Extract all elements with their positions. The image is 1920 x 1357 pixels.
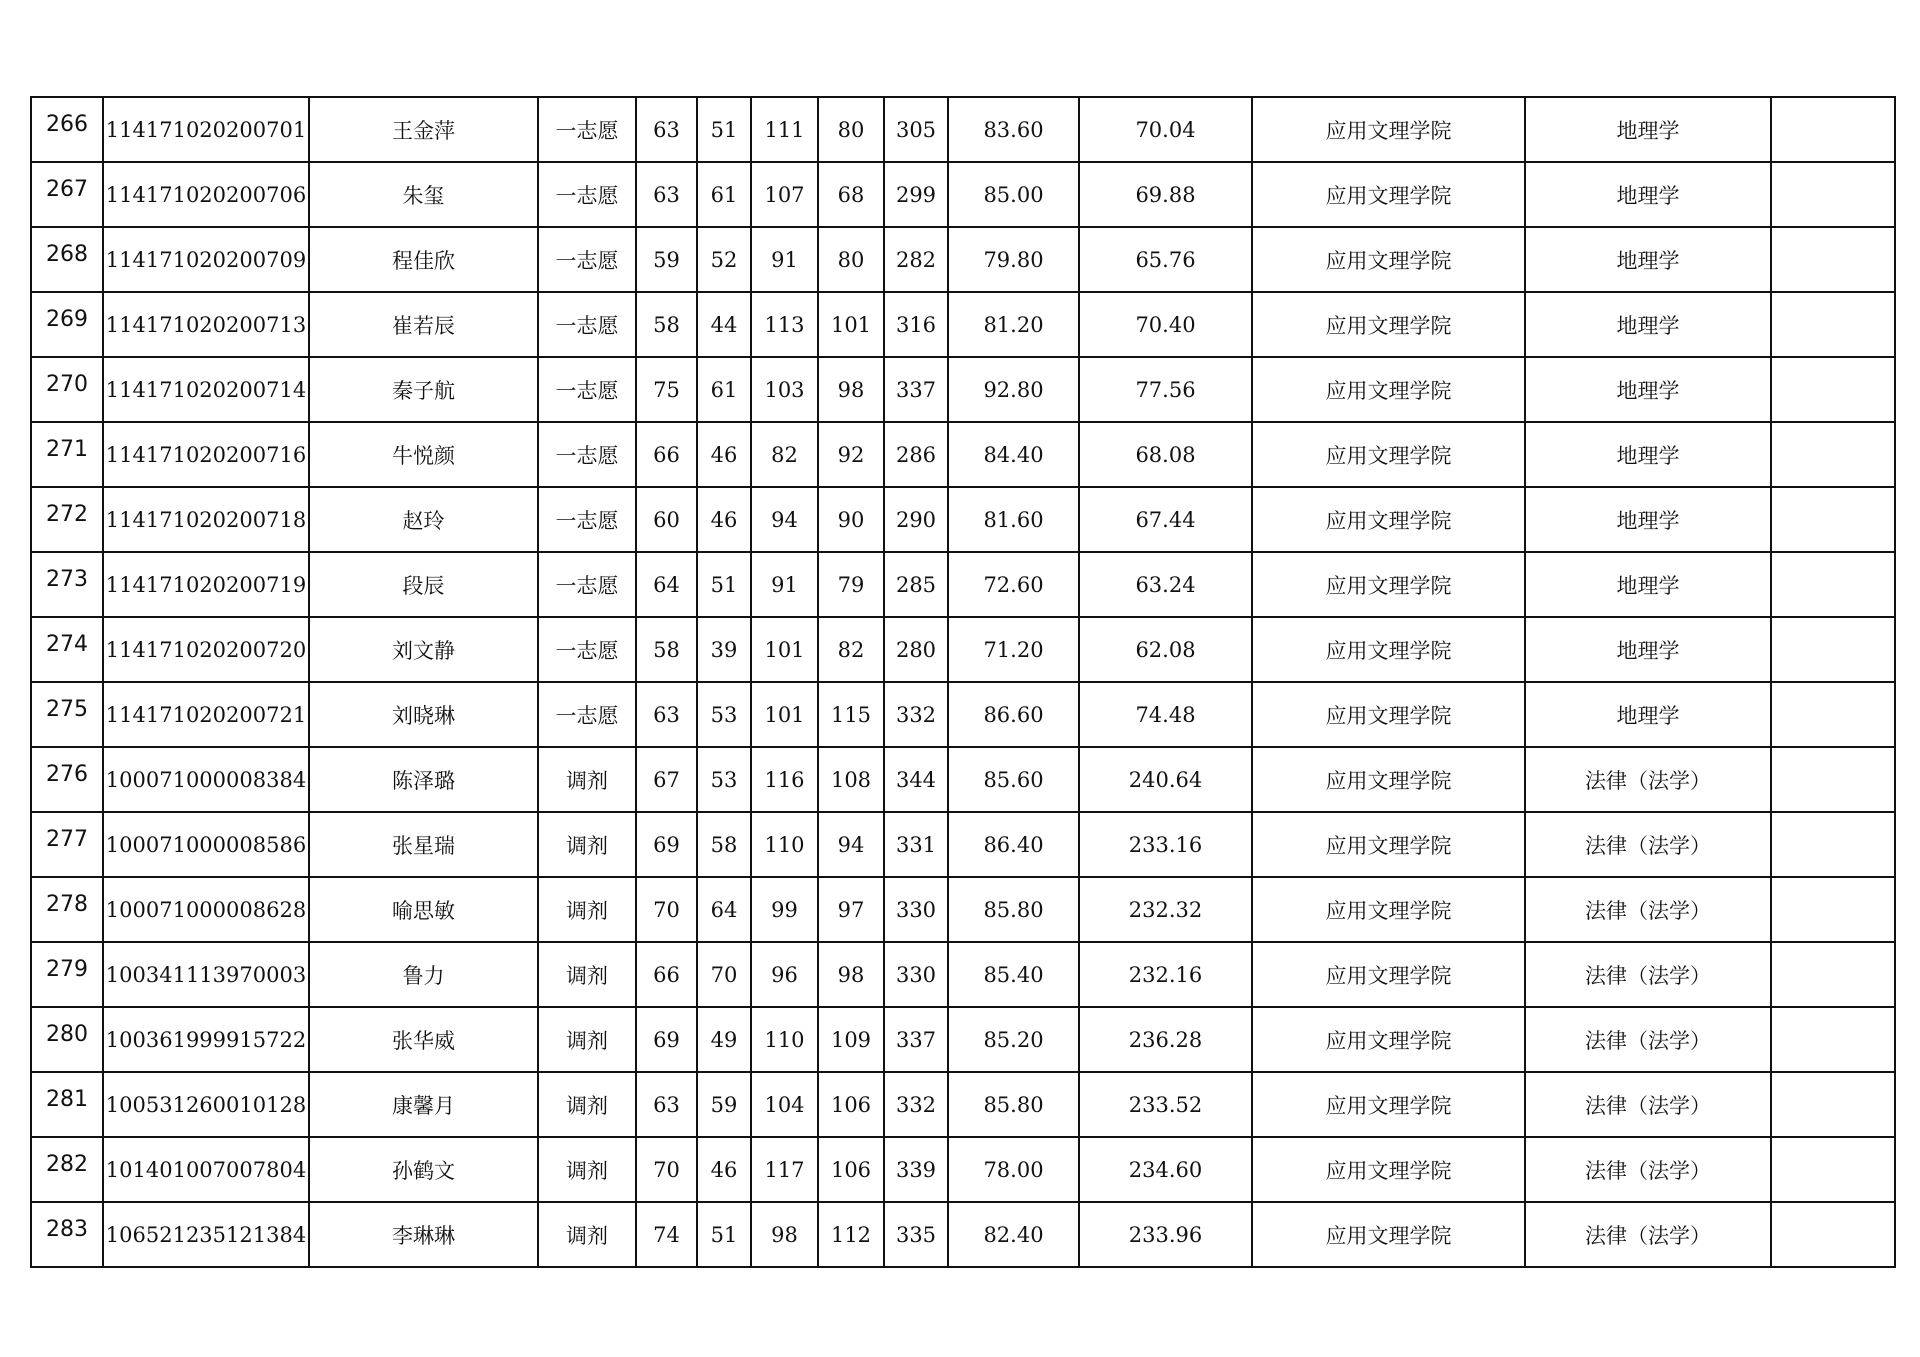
score-politics-cell: 69 xyxy=(636,812,697,877)
name-cell: 牛悦颜 xyxy=(309,422,538,487)
table-body xyxy=(31,97,1895,1267)
score-subject2-cell: 97 xyxy=(818,877,884,942)
name-cell: 赵玲 xyxy=(309,487,538,552)
score-subject2-cell: 106 xyxy=(818,1072,884,1137)
score-english-cell: 46 xyxy=(697,1137,751,1202)
final-score-cell: 233.52 xyxy=(1079,1072,1252,1137)
preference-cell: 调剂 xyxy=(538,747,636,812)
score-subject1-cell: 82 xyxy=(751,422,818,487)
name-cell: 秦子航 xyxy=(309,357,538,422)
exam-id-cell: 100361999915722 xyxy=(103,1007,309,1072)
score-subject2-cell: 68 xyxy=(818,162,884,227)
score-english-cell: 59 xyxy=(697,1072,751,1137)
remark-cell xyxy=(1771,552,1895,617)
total-score-cell: 330 xyxy=(884,877,948,942)
major-cell: 地理学 xyxy=(1525,552,1771,617)
total-score-cell: 285 xyxy=(884,552,948,617)
name-cell: 康馨月 xyxy=(309,1072,538,1137)
college-cell: 应用文理学院 xyxy=(1252,487,1525,552)
score-english-cell: 51 xyxy=(697,97,751,162)
major-cell: 法律（法学） xyxy=(1525,1007,1771,1072)
preference-cell: 一志愿 xyxy=(538,617,636,682)
college-cell: 应用文理学院 xyxy=(1252,747,1525,812)
interview-score-cell: 71.20 xyxy=(948,617,1079,682)
name-cell: 段辰 xyxy=(309,552,538,617)
interview-score-cell: 85.00 xyxy=(948,162,1079,227)
score-subject2-cell: 90 xyxy=(818,487,884,552)
score-subject2-cell: 80 xyxy=(818,227,884,292)
score-subject2-cell: 101 xyxy=(818,292,884,357)
score-subject2-cell: 82 xyxy=(818,617,884,682)
score-subject1-cell: 98 xyxy=(751,1202,818,1267)
score-subject1-cell: 110 xyxy=(751,1007,818,1072)
final-score-cell: 234.60 xyxy=(1079,1137,1252,1202)
college-cell: 应用文理学院 xyxy=(1252,422,1525,487)
name-cell: 程佳欣 xyxy=(309,227,538,292)
exam-id-cell: 114171020200713 xyxy=(103,292,309,357)
table-row xyxy=(31,1202,1895,1267)
table-row xyxy=(31,162,1895,227)
remark-cell xyxy=(1771,422,1895,487)
remark-cell xyxy=(1771,227,1895,292)
admission-table xyxy=(30,96,1896,1268)
score-subject2-cell: 79 xyxy=(818,552,884,617)
exam-id-cell: 114171020200714 xyxy=(103,357,309,422)
remark-cell xyxy=(1771,1007,1895,1072)
major-cell: 地理学 xyxy=(1525,357,1771,422)
remark-cell xyxy=(1771,292,1895,357)
table-row xyxy=(31,97,1895,162)
total-score-cell: 332 xyxy=(884,1072,948,1137)
total-score-cell: 344 xyxy=(884,747,948,812)
total-score-cell: 339 xyxy=(884,1137,948,1202)
preference-cell: 一志愿 xyxy=(538,357,636,422)
college-cell: 应用文理学院 xyxy=(1252,1137,1525,1202)
score-subject1-cell: 94 xyxy=(751,487,818,552)
interview-score-cell: 83.60 xyxy=(948,97,1079,162)
remark-cell xyxy=(1771,682,1895,747)
table-row xyxy=(31,422,1895,487)
score-english-cell: 64 xyxy=(697,877,751,942)
final-score-cell: 236.28 xyxy=(1079,1007,1252,1072)
remark-cell xyxy=(1771,1072,1895,1137)
college-cell: 应用文理学院 xyxy=(1252,1072,1525,1137)
row-index-cell: 273 xyxy=(31,552,103,617)
preference-cell: 调剂 xyxy=(538,942,636,1007)
remark-cell xyxy=(1771,617,1895,682)
name-cell: 李琳琳 xyxy=(309,1202,538,1267)
table-row xyxy=(31,747,1895,812)
table-row xyxy=(31,292,1895,357)
preference-cell: 一志愿 xyxy=(538,682,636,747)
exam-id-cell: 114171020200720 xyxy=(103,617,309,682)
score-english-cell: 61 xyxy=(697,357,751,422)
interview-score-cell: 84.40 xyxy=(948,422,1079,487)
score-english-cell: 46 xyxy=(697,487,751,552)
score-english-cell: 70 xyxy=(697,942,751,1007)
total-score-cell: 290 xyxy=(884,487,948,552)
remark-cell xyxy=(1771,487,1895,552)
final-score-cell: 69.88 xyxy=(1079,162,1252,227)
score-subject1-cell: 103 xyxy=(751,357,818,422)
row-index-cell: 267 xyxy=(31,162,103,227)
row-index-cell: 280 xyxy=(31,1007,103,1072)
name-cell: 崔若辰 xyxy=(309,292,538,357)
major-cell: 地理学 xyxy=(1525,227,1771,292)
total-score-cell: 299 xyxy=(884,162,948,227)
exam-id-cell: 100341113970003 xyxy=(103,942,309,1007)
total-score-cell: 330 xyxy=(884,942,948,1007)
score-subject1-cell: 96 xyxy=(751,942,818,1007)
college-cell: 应用文理学院 xyxy=(1252,162,1525,227)
name-cell: 陈泽璐 xyxy=(309,747,538,812)
exam-id-cell: 100531260010128 xyxy=(103,1072,309,1137)
final-score-cell: 77.56 xyxy=(1079,357,1252,422)
exam-id-cell: 114171020200709 xyxy=(103,227,309,292)
college-cell: 应用文理学院 xyxy=(1252,292,1525,357)
interview-score-cell: 85.60 xyxy=(948,747,1079,812)
score-subject1-cell: 113 xyxy=(751,292,818,357)
major-cell: 地理学 xyxy=(1525,162,1771,227)
row-index-cell: 275 xyxy=(31,682,103,747)
row-index-cell: 276 xyxy=(31,747,103,812)
score-subject1-cell: 101 xyxy=(751,682,818,747)
table-row xyxy=(31,877,1895,942)
name-cell: 王金萍 xyxy=(309,97,538,162)
final-score-cell: 70.40 xyxy=(1079,292,1252,357)
score-subject2-cell: 98 xyxy=(818,942,884,1007)
preference-cell: 调剂 xyxy=(538,1137,636,1202)
college-cell: 应用文理学院 xyxy=(1252,812,1525,877)
score-subject1-cell: 104 xyxy=(751,1072,818,1137)
preference-cell: 一志愿 xyxy=(538,227,636,292)
row-index-cell: 272 xyxy=(31,487,103,552)
score-english-cell: 61 xyxy=(697,162,751,227)
interview-score-cell: 86.60 xyxy=(948,682,1079,747)
score-english-cell: 39 xyxy=(697,617,751,682)
final-score-cell: 232.32 xyxy=(1079,877,1252,942)
name-cell: 张星瑞 xyxy=(309,812,538,877)
table-row xyxy=(31,552,1895,617)
table-row xyxy=(31,487,1895,552)
total-score-cell: 280 xyxy=(884,617,948,682)
name-cell: 喻思敏 xyxy=(309,877,538,942)
table-row xyxy=(31,1072,1895,1137)
score-politics-cell: 63 xyxy=(636,1072,697,1137)
major-cell: 法律（法学） xyxy=(1525,942,1771,1007)
score-english-cell: 53 xyxy=(697,747,751,812)
row-index-cell: 268 xyxy=(31,227,103,292)
major-cell: 法律（法学） xyxy=(1525,812,1771,877)
remark-cell xyxy=(1771,877,1895,942)
score-subject2-cell: 115 xyxy=(818,682,884,747)
preference-cell: 一志愿 xyxy=(538,487,636,552)
name-cell: 张华威 xyxy=(309,1007,538,1072)
total-score-cell: 316 xyxy=(884,292,948,357)
interview-score-cell: 85.40 xyxy=(948,942,1079,1007)
remark-cell xyxy=(1771,942,1895,1007)
score-politics-cell: 70 xyxy=(636,877,697,942)
interview-score-cell: 81.20 xyxy=(948,292,1079,357)
college-cell: 应用文理学院 xyxy=(1252,357,1525,422)
preference-cell: 调剂 xyxy=(538,812,636,877)
score-subject1-cell: 116 xyxy=(751,747,818,812)
row-index-cell: 274 xyxy=(31,617,103,682)
remark-cell xyxy=(1771,812,1895,877)
interview-score-cell: 85.80 xyxy=(948,877,1079,942)
score-subject2-cell: 92 xyxy=(818,422,884,487)
score-subject1-cell: 91 xyxy=(751,227,818,292)
table-row xyxy=(31,682,1895,747)
final-score-cell: 74.48 xyxy=(1079,682,1252,747)
table-row xyxy=(31,812,1895,877)
major-cell: 地理学 xyxy=(1525,292,1771,357)
interview-score-cell: 79.80 xyxy=(948,227,1079,292)
interview-score-cell: 85.80 xyxy=(948,1072,1079,1137)
college-cell: 应用文理学院 xyxy=(1252,942,1525,1007)
preference-cell: 一志愿 xyxy=(538,292,636,357)
score-subject1-cell: 107 xyxy=(751,162,818,227)
major-cell: 法律（法学） xyxy=(1525,877,1771,942)
final-score-cell: 65.76 xyxy=(1079,227,1252,292)
score-subject2-cell: 106 xyxy=(818,1137,884,1202)
score-subject1-cell: 110 xyxy=(751,812,818,877)
total-score-cell: 286 xyxy=(884,422,948,487)
interview-score-cell: 81.60 xyxy=(948,487,1079,552)
major-cell: 法律（法学） xyxy=(1525,1137,1771,1202)
total-score-cell: 305 xyxy=(884,97,948,162)
college-cell: 应用文理学院 xyxy=(1252,552,1525,617)
score-politics-cell: 75 xyxy=(636,357,697,422)
score-subject1-cell: 99 xyxy=(751,877,818,942)
score-politics-cell: 69 xyxy=(636,1007,697,1072)
table-row xyxy=(31,617,1895,682)
preference-cell: 调剂 xyxy=(538,877,636,942)
row-index-cell: 277 xyxy=(31,812,103,877)
remark-cell xyxy=(1771,1137,1895,1202)
major-cell: 地理学 xyxy=(1525,487,1771,552)
major-cell: 地理学 xyxy=(1525,97,1771,162)
score-subject2-cell: 98 xyxy=(818,357,884,422)
score-politics-cell: 58 xyxy=(636,292,697,357)
score-english-cell: 46 xyxy=(697,422,751,487)
table-row xyxy=(31,942,1895,1007)
score-politics-cell: 60 xyxy=(636,487,697,552)
college-cell: 应用文理学院 xyxy=(1252,1202,1525,1267)
college-cell: 应用文理学院 xyxy=(1252,877,1525,942)
college-cell: 应用文理学院 xyxy=(1252,1007,1525,1072)
major-cell: 地理学 xyxy=(1525,422,1771,487)
score-english-cell: 52 xyxy=(697,227,751,292)
score-politics-cell: 59 xyxy=(636,227,697,292)
remark-cell xyxy=(1771,747,1895,812)
final-score-cell: 68.08 xyxy=(1079,422,1252,487)
score-politics-cell: 67 xyxy=(636,747,697,812)
major-cell: 法律（法学） xyxy=(1525,1072,1771,1137)
score-subject2-cell: 112 xyxy=(818,1202,884,1267)
row-index-cell: 271 xyxy=(31,422,103,487)
interview-score-cell: 92.80 xyxy=(948,357,1079,422)
score-subject2-cell: 80 xyxy=(818,97,884,162)
exam-id-cell: 100071000008586 xyxy=(103,812,309,877)
row-index-cell: 278 xyxy=(31,877,103,942)
score-english-cell: 51 xyxy=(697,1202,751,1267)
exam-id-cell: 114171020200718 xyxy=(103,487,309,552)
major-cell: 法律（法学） xyxy=(1525,747,1771,812)
major-cell: 地理学 xyxy=(1525,682,1771,747)
name-cell: 孙鹤文 xyxy=(309,1137,538,1202)
table-row xyxy=(31,357,1895,422)
preference-cell: 调剂 xyxy=(538,1072,636,1137)
preference-cell: 一志愿 xyxy=(538,162,636,227)
row-index-cell: 283 xyxy=(31,1202,103,1267)
score-subject1-cell: 117 xyxy=(751,1137,818,1202)
preference-cell: 一志愿 xyxy=(538,552,636,617)
major-cell: 地理学 xyxy=(1525,617,1771,682)
final-score-cell: 233.16 xyxy=(1079,812,1252,877)
exam-id-cell: 114171020200719 xyxy=(103,552,309,617)
score-politics-cell: 64 xyxy=(636,552,697,617)
score-english-cell: 58 xyxy=(697,812,751,877)
score-subject1-cell: 111 xyxy=(751,97,818,162)
final-score-cell: 62.08 xyxy=(1079,617,1252,682)
final-score-cell: 232.16 xyxy=(1079,942,1252,1007)
remark-cell xyxy=(1771,1202,1895,1267)
name-cell: 朱玺 xyxy=(309,162,538,227)
college-cell: 应用文理学院 xyxy=(1252,617,1525,682)
interview-score-cell: 78.00 xyxy=(948,1137,1079,1202)
row-index-cell: 282 xyxy=(31,1137,103,1202)
interview-score-cell: 72.60 xyxy=(948,552,1079,617)
exam-id-cell: 106521235121384 xyxy=(103,1202,309,1267)
final-score-cell: 63.24 xyxy=(1079,552,1252,617)
preference-cell: 一志愿 xyxy=(538,422,636,487)
interview-score-cell: 86.40 xyxy=(948,812,1079,877)
preference-cell: 一志愿 xyxy=(538,97,636,162)
exam-id-cell: 114171020200706 xyxy=(103,162,309,227)
college-cell: 应用文理学院 xyxy=(1252,227,1525,292)
exam-id-cell: 100071000008384 xyxy=(103,747,309,812)
total-score-cell: 332 xyxy=(884,682,948,747)
total-score-cell: 335 xyxy=(884,1202,948,1267)
score-english-cell: 53 xyxy=(697,682,751,747)
score-politics-cell: 66 xyxy=(636,422,697,487)
score-subject2-cell: 109 xyxy=(818,1007,884,1072)
major-cell: 法律（法学） xyxy=(1525,1202,1771,1267)
interview-score-cell: 82.40 xyxy=(948,1202,1079,1267)
exam-id-cell: 100071000008628 xyxy=(103,877,309,942)
college-cell: 应用文理学院 xyxy=(1252,682,1525,747)
remark-cell xyxy=(1771,357,1895,422)
interview-score-cell: 85.20 xyxy=(948,1007,1079,1072)
row-index-cell: 269 xyxy=(31,292,103,357)
total-score-cell: 331 xyxy=(884,812,948,877)
score-english-cell: 44 xyxy=(697,292,751,357)
score-subject2-cell: 94 xyxy=(818,812,884,877)
score-subject2-cell: 108 xyxy=(818,747,884,812)
college-cell: 应用文理学院 xyxy=(1252,97,1525,162)
preference-cell: 调剂 xyxy=(538,1007,636,1072)
remark-cell xyxy=(1771,162,1895,227)
table-row xyxy=(31,1007,1895,1072)
total-score-cell: 337 xyxy=(884,1007,948,1072)
exam-id-cell: 114171020200721 xyxy=(103,682,309,747)
final-score-cell: 70.04 xyxy=(1079,97,1252,162)
score-politics-cell: 66 xyxy=(636,942,697,1007)
name-cell: 刘文静 xyxy=(309,617,538,682)
name-cell: 刘晓琳 xyxy=(309,682,538,747)
row-index-cell: 270 xyxy=(31,357,103,422)
final-score-cell: 233.96 xyxy=(1079,1202,1252,1267)
row-index-cell: 266 xyxy=(31,97,103,162)
preference-cell: 调剂 xyxy=(538,1202,636,1267)
score-politics-cell: 58 xyxy=(636,617,697,682)
remark-cell xyxy=(1771,97,1895,162)
exam-id-cell: 114171020200716 xyxy=(103,422,309,487)
score-subject1-cell: 101 xyxy=(751,617,818,682)
score-politics-cell: 70 xyxy=(636,1137,697,1202)
exam-id-cell: 101401007007804 xyxy=(103,1137,309,1202)
table-row xyxy=(31,227,1895,292)
table-row xyxy=(31,1137,1895,1202)
name-cell: 鲁力 xyxy=(309,942,538,1007)
final-score-cell: 67.44 xyxy=(1079,487,1252,552)
total-score-cell: 337 xyxy=(884,357,948,422)
row-index-cell: 279 xyxy=(31,942,103,1007)
score-politics-cell: 74 xyxy=(636,1202,697,1267)
score-politics-cell: 63 xyxy=(636,97,697,162)
score-english-cell: 51 xyxy=(697,552,751,617)
exam-id-cell: 114171020200701 xyxy=(103,97,309,162)
score-politics-cell: 63 xyxy=(636,682,697,747)
total-score-cell: 282 xyxy=(884,227,948,292)
score-politics-cell: 63 xyxy=(636,162,697,227)
final-score-cell: 240.64 xyxy=(1079,747,1252,812)
score-subject1-cell: 91 xyxy=(751,552,818,617)
row-index-cell: 281 xyxy=(31,1072,103,1137)
score-english-cell: 49 xyxy=(697,1007,751,1072)
